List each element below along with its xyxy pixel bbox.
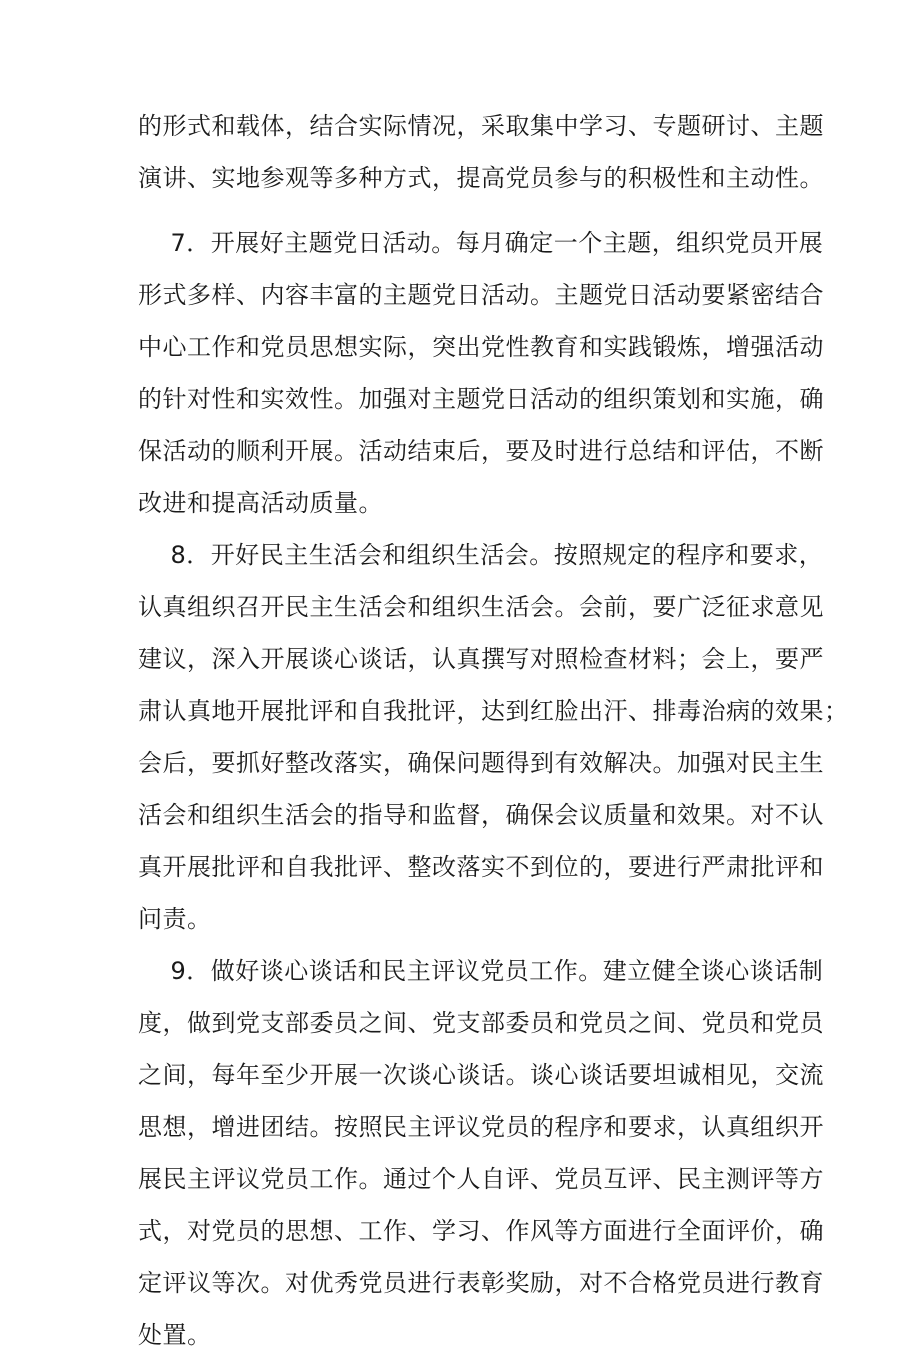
paragraph-7 xyxy=(138,217,824,529)
text-line: 的形式和载体，结合实际情况，采取集中学习、专题研讨、主题 xyxy=(138,112,824,140)
text-line: 改进和提高活动质量。 xyxy=(138,489,383,517)
paragraph-6-tail xyxy=(138,100,824,204)
text-line: 的针对性和实效性。加强对主题党日活动的组织策划和实施，确 xyxy=(138,385,824,413)
text-line: 7．开展好主题党日活动。每月确定一个主题，组织党员开展 xyxy=(138,229,824,257)
text-line: 式，对党员的思想、工作、学习、作风等方面进行全面评价，确 xyxy=(138,1217,824,1245)
text-line: 处置。 xyxy=(138,1321,212,1349)
text-line: 肃认真地开展批评和自我批评，达到红脸出汗、排毒治病的效果； xyxy=(138,697,849,725)
text-line: 展民主评议党员工作。通过个人自评、党员互评、民主测评等方 xyxy=(138,1165,824,1193)
text-line: 思想，增进团结。按照民主评议党员的程序和要求，认真组织开 xyxy=(138,1113,824,1141)
text-line: 形式多样、内容丰富的主题党日活动。主题党日活动要紧密结合 xyxy=(138,281,824,309)
text-line: 演讲、实地参观等多种方式，提高党员参与的积极性和主动性。 xyxy=(138,164,824,192)
text-line: 中心工作和党员思想实际，突出党性教育和实践锻炼，增强活动 xyxy=(138,333,824,361)
text-line: 8．开好民主生活会和组织生活会。按照规定的程序和要求， xyxy=(138,541,824,569)
text-line: 活会和组织生活会的指导和监督，确保会议质量和效果。对不认 xyxy=(138,801,824,829)
text-line: 真开展批评和自我批评、整改落实不到位的，要进行严肃批评和 xyxy=(138,853,824,881)
text-line: 认真组织召开民主生活会和组织生活会。会前，要广泛征求意见 xyxy=(138,593,824,621)
text-line: 问责。 xyxy=(138,905,212,933)
text-line: 9．做好谈心谈话和民主评议党员工作。建立健全谈心谈话制 xyxy=(138,957,824,985)
text-line: 保活动的顺利开展。活动结束后，要及时进行总结和评估，不断 xyxy=(138,437,824,465)
paragraph-8 xyxy=(138,529,849,945)
text-line: 度，做到党支部委员之间、党支部委员和党员之间、党员和党员 xyxy=(138,1009,824,1037)
text-line: 定评议等次。对优秀党员进行表彰奖励，对不合格党员进行教育 xyxy=(138,1269,824,1297)
paragraph-9 xyxy=(138,945,824,1361)
text-line: 之间，每年至少开展一次谈心谈话。谈心谈话要坦诚相见，交流 xyxy=(138,1061,824,1089)
text-line: 建议，深入开展谈心谈话，认真撰写对照检查材料；会上，要严 xyxy=(138,645,824,673)
text-line: 会后，要抓好整改落实，确保问题得到有效解决。加强对民主生 xyxy=(138,749,824,777)
